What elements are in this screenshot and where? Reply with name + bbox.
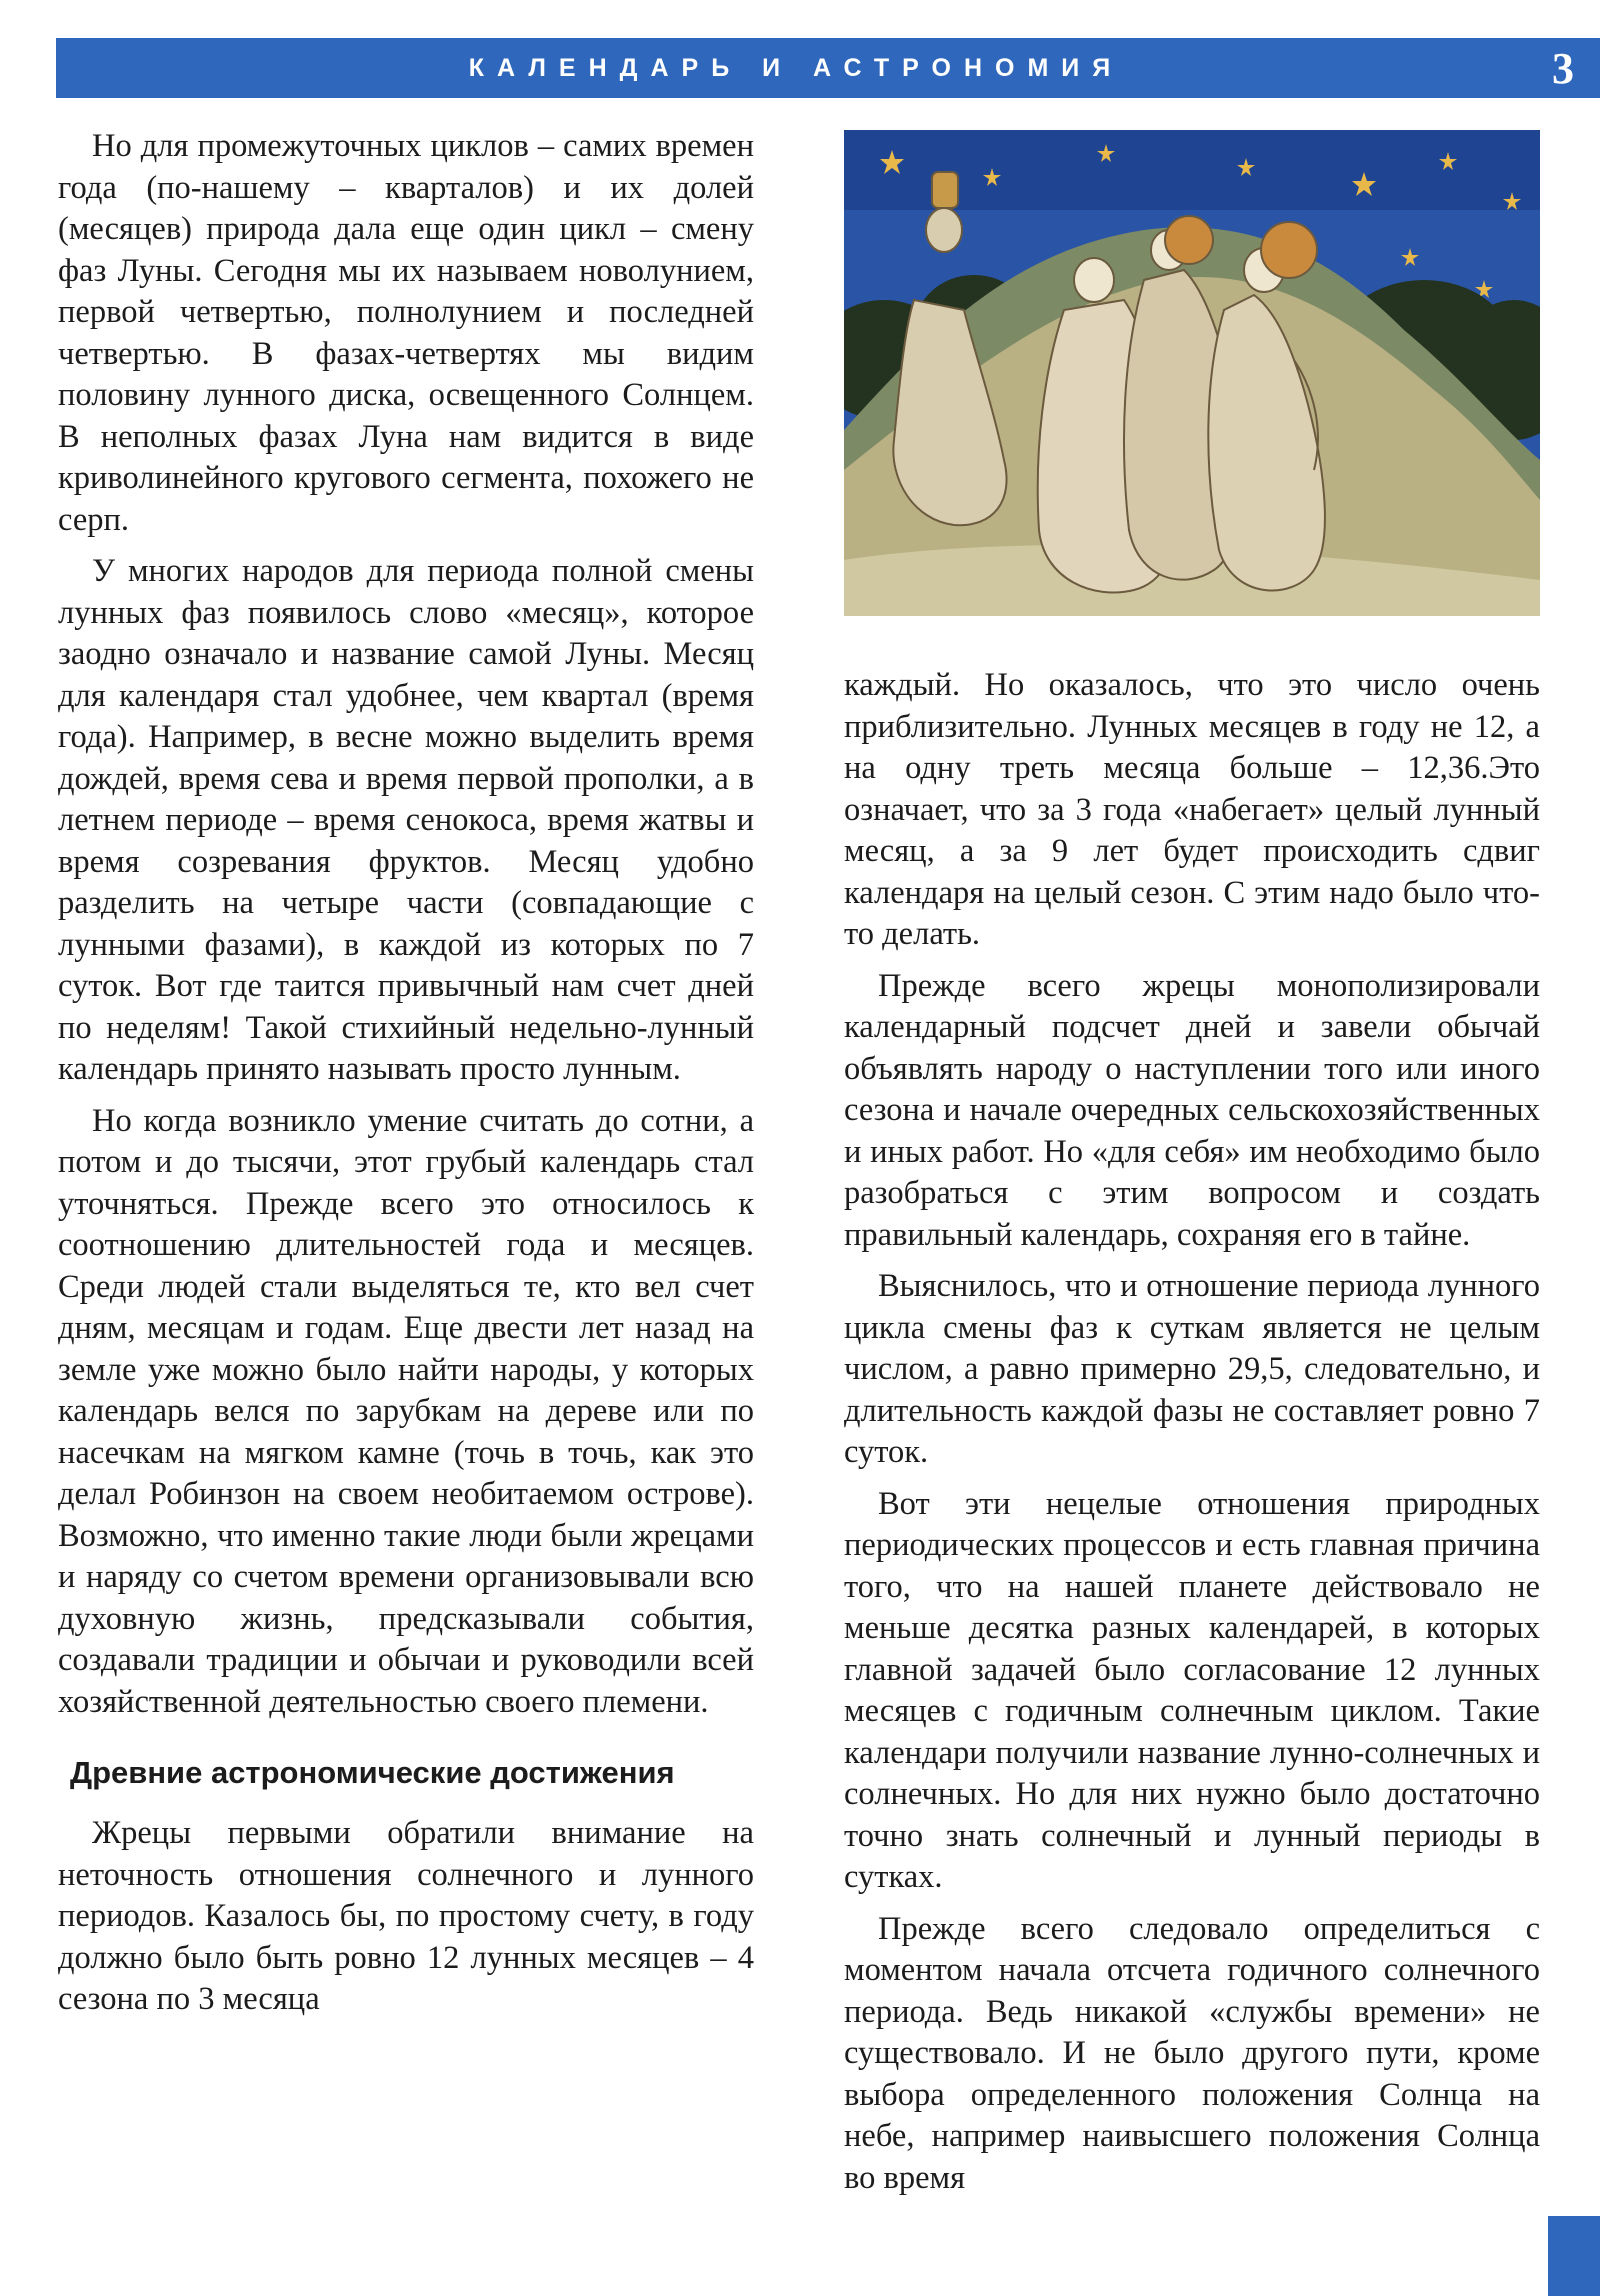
section-heading: Древние астрономические достижения: [70, 1755, 675, 1790]
paragraph: Прежде всего жрецы монополизировали календарный подсчет дней и завели обычай объявлять народу о наступлении того или иного сезона и начале очередных сельскохозяйственных и иных работ. Но «для себя» им необходимо было разобраться с этим вопросом и создать правильный календарь, сохраняя его в тайне.: [844, 967, 1540, 1253]
paragraph: У многих народов для периода полной смены лунных фаз появилось слово «месяц», которое заодно означало и название самой Луны. Месяц для календаря стал удобнее, чем квартал (время года). Например, в весне можно выделить время дождей, время сева и время первой прополки, а в летнем периоде – время сенокоса, время жатвы и время созревания фруктов. Месяц удобно разделить на четыре части (совпадающие с лунными фазами), в каждой из которых по 7 суток. Вот где таится привычный нам счет дней по неделям! Такой стихийный недельно-лунный календарь принято называть просто лунным.: [58, 553, 754, 1087]
medieval-astronomers-image: [844, 130, 1540, 616]
paragraph: каждый. Но оказалось, что это число очень приблизительно. Лунных месяцев в году не 12, а на одну треть месяца больше – 12,36.Это означает, что за 3 года «набегает» целый лунный месяц, а за 9 лет будет происходить сдвиг календаря на целый сезон. С этим надо было что-то делать.: [844, 667, 1540, 952]
page-number: 3: [1552, 44, 1574, 93]
left-column: [58, 126, 754, 2031]
astronomers-illustration: [844, 130, 1540, 616]
paragraph: Жрецы первыми обратили внимание на неточность отношения солнечного и лунного периодов. Казалось бы, по простому счету, в году должно было быть ровно 12 лунных месяцев – 4 сезона по 3 месяца: [58, 1815, 754, 2017]
paragraph: Вот эти нецелые отношения природных периодических процессов и есть главная причина того, что на нашей планете действовало не меньше десятка разных календарей, в которых главной задачей было согласование 12 лунных месяцев с годичным солнечным циклом. Такие календари получили название лунно-солнечных и солнечных. Но для них нужно было достаточно точно знать солнечный и лунный периоды в сутках.: [844, 1485, 1540, 1895]
corner-color-block: [1548, 2216, 1600, 2296]
paragraph: Но когда возникло умение считать до сотни, а потом и до тысячи, этот грубый календарь стал уточняться. Прежде всего это относилось к соотношению длительностей года и месяцев. Среди людей стали выделяться те, кто вел счет дням, месяцам и годам. Еще двести лет назад на земле уже можно было найти народы, у которых календарь велся по зарубкам на дереве или по насечкам на мягком камне (точь в точь, как это делал Робинзон на своем необитаемом острове). Возможно, что именно такие люди были жрецами и наряду со счетом времени организовывали всю духовную жизнь, предсказывали события, создавали традиции и обычаи и руководили всей хозяйственной деятельностью своего племени.: [58, 1102, 754, 1720]
right-column: [844, 665, 1540, 2209]
paragraph: Но для промежуточных циклов – самих времен года (по-нашему – кварталов) и их долей (месяцев) природа дала еще один цикл – смену фаз Луны. Сегодня мы их называем новолунием, первой четвертью, полнолунием и последней четвертью. В фазах-четвертях мы видим половину лунного диска, освещенного Солнцем. В неполных фазах Луна нам видится в виде криволинейного кругового сегмента, похожего не серп.: [58, 128, 754, 538]
header-bar: [56, 38, 1600, 98]
paragraph: Выяснилось, что и отношение периода лунного цикла смены фаз к суткам является не целым числом, а равно примерно 29,5, следовательно, и длительность каждой фазы не составляет ровно 7 суток.: [844, 1268, 1540, 1470]
running-header-title: КАЛЕНДАРЬ И АСТРОНОМИЯ: [468, 54, 1124, 82]
paragraph: Прежде всего следовало определиться с моментом начала отсчета годичного солнечного периода. Ведь никакой «службы времени» не существовало. И не было другого пути, кроме выбора определенного положения Солнца на небе, например наивысшего положения Солнца во время: [844, 1910, 1540, 2196]
